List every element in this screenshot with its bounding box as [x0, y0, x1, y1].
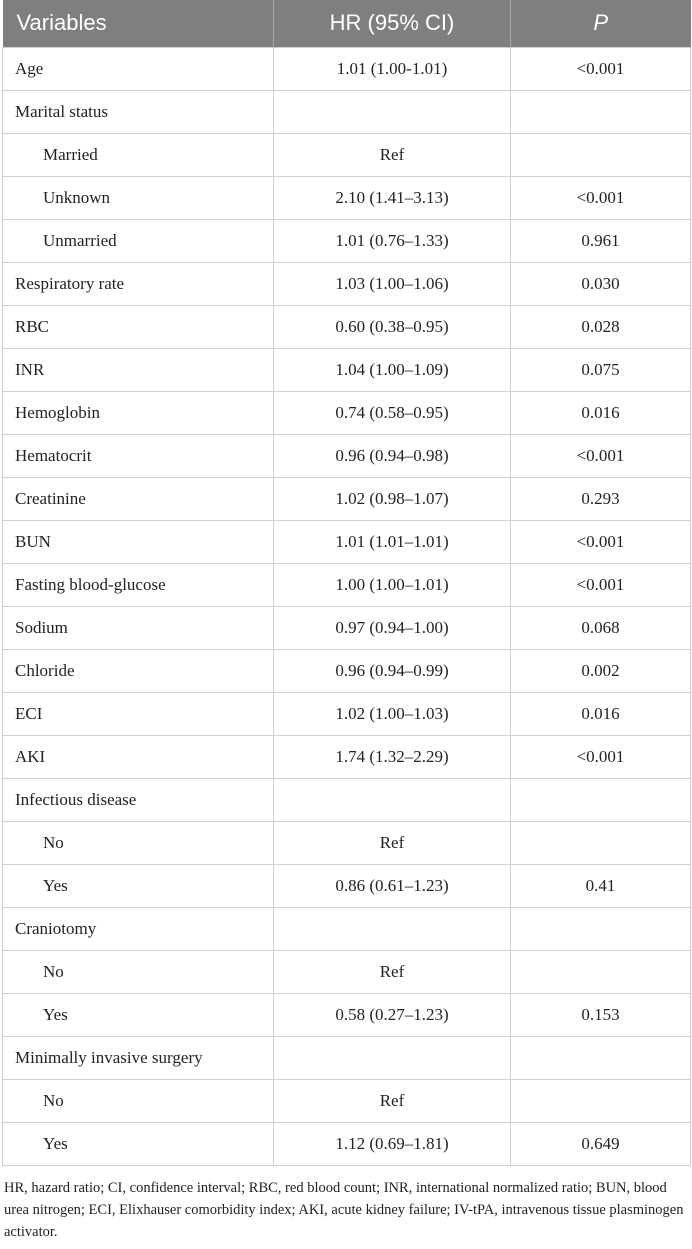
table-row: [3, 606, 691, 649]
variable-cell: Minimally invasive surgery: [3, 1036, 274, 1079]
table-row: [3, 219, 691, 262]
hazard-ratio-table: [2, 0, 691, 1166]
p-cell: 0.293: [511, 477, 691, 520]
hr-cell: [274, 778, 511, 821]
variable-cell: Unmarried: [3, 219, 274, 262]
table-row: [3, 305, 691, 348]
variable-cell: Yes: [3, 1122, 274, 1165]
variable-cell: RBC: [3, 305, 274, 348]
table-row: [3, 1036, 691, 1079]
hr-cell: 1.03 (1.00–1.06): [274, 262, 511, 305]
table-row: [3, 262, 691, 305]
variable-cell: AKI: [3, 735, 274, 778]
table-row: [3, 735, 691, 778]
table-row: [3, 391, 691, 434]
p-cell: 0.002: [511, 649, 691, 692]
p-cell: 0.153: [511, 993, 691, 1036]
hr-cell: 1.01 (0.76–1.33): [274, 219, 511, 262]
hr-cell: 1.01 (1.00-1.01): [274, 47, 511, 90]
variable-cell: Respiratory rate: [3, 262, 274, 305]
hr-cell: [274, 907, 511, 950]
variable-cell: Chloride: [3, 649, 274, 692]
p-cell: [511, 1079, 691, 1122]
variable-cell: Infectious disease: [3, 778, 274, 821]
p-cell: 0.41: [511, 864, 691, 907]
table-row: [3, 176, 691, 219]
p-cell: [511, 950, 691, 993]
variable-cell: Sodium: [3, 606, 274, 649]
table-footnote: HR, hazard ratio; CI, confidence interval; RBC, red blood count; INR, international normalized ratio; BUN, blood urea nitrogen; ECI, Elixhauser comorbidity index; AKI, acute kidney failure; IV-tPA, intravenous tissue plasminogen activator.: [4, 1180, 684, 1240]
p-cell: <0.001: [511, 47, 691, 90]
hr-cell: [274, 1036, 511, 1079]
p-cell: 0.028: [511, 305, 691, 348]
variable-cell: ECI: [3, 692, 274, 735]
p-cell: <0.001: [511, 176, 691, 219]
variable-cell: Fasting blood-glucose: [3, 563, 274, 606]
table-row: [3, 907, 691, 950]
hr-cell: 1.02 (0.98–1.07): [274, 477, 511, 520]
table-row: [3, 133, 691, 176]
table-row: [3, 1079, 691, 1122]
hr-cell: Ref: [274, 950, 511, 993]
variable-cell: Age: [3, 47, 274, 90]
p-cell: 0.016: [511, 391, 691, 434]
p-cell: <0.001: [511, 520, 691, 563]
hr-cell: 0.96 (0.94–0.99): [274, 649, 511, 692]
hr-cell: 1.01 (1.01–1.01): [274, 520, 511, 563]
table-row: [3, 47, 691, 90]
p-cell: 0.030: [511, 262, 691, 305]
table-row: [3, 520, 691, 563]
header-row: [3, 0, 691, 47]
p-cell: [511, 90, 691, 133]
p-cell: 0.016: [511, 692, 691, 735]
table-row: [3, 950, 691, 993]
variables-column-header: Variables: [3, 0, 274, 47]
table-header: [3, 0, 691, 47]
hr-cell: 0.86 (0.61–1.23): [274, 864, 511, 907]
p-cell: [511, 821, 691, 864]
variable-cell: INR: [3, 348, 274, 391]
variable-cell: Unknown: [3, 176, 274, 219]
hr-cell: 1.04 (1.00–1.09): [274, 348, 511, 391]
table-row: [3, 649, 691, 692]
table-row: [3, 993, 691, 1036]
p-cell: <0.001: [511, 735, 691, 778]
table-row: [3, 692, 691, 735]
p-cell: [511, 133, 691, 176]
table-row: [3, 864, 691, 907]
table-row: [3, 1122, 691, 1165]
variable-cell: Creatinine: [3, 477, 274, 520]
hr-cell: 0.96 (0.94–0.98): [274, 434, 511, 477]
hr-cell: 2.10 (1.41–3.13): [274, 176, 511, 219]
hr-cell: 1.00 (1.00–1.01): [274, 563, 511, 606]
hr-cell: 0.58 (0.27–1.23): [274, 993, 511, 1036]
hr-cell: 0.60 (0.38–0.95): [274, 305, 511, 348]
p-cell: 0.068: [511, 606, 691, 649]
table-row: [3, 348, 691, 391]
variable-cell: Marital status: [3, 90, 274, 133]
variable-cell: Hematocrit: [3, 434, 274, 477]
hr-cell: Ref: [274, 821, 511, 864]
table-row: [3, 477, 691, 520]
hr-cell: 1.74 (1.32–2.29): [274, 735, 511, 778]
p-column-header: P: [593, 10, 609, 36]
p-cell: 0.961: [511, 219, 691, 262]
hr-cell: 0.97 (0.94–1.00): [274, 606, 511, 649]
variable-cell: Yes: [3, 864, 274, 907]
hr-cell: 0.74 (0.58–0.95): [274, 391, 511, 434]
variable-cell: Yes: [3, 993, 274, 1036]
p-cell: 0.649: [511, 1122, 691, 1165]
table-row: [3, 90, 691, 133]
table-row: [3, 821, 691, 864]
hr-cell: 1.02 (1.00–1.03): [274, 692, 511, 735]
variable-cell: BUN: [3, 520, 274, 563]
table-row: [3, 434, 691, 477]
table-body: [3, 47, 691, 1165]
hr-column-header: HR (95% CI): [274, 0, 511, 47]
variable-cell: No: [3, 1079, 274, 1122]
variable-cell: Married: [3, 133, 274, 176]
p-cell: <0.001: [511, 434, 691, 477]
p-cell: [511, 1036, 691, 1079]
p-cell: 0.075: [511, 348, 691, 391]
variable-cell: Hemoglobin: [3, 391, 274, 434]
p-cell: [511, 778, 691, 821]
hr-cell: Ref: [274, 1079, 511, 1122]
variable-cell: No: [3, 821, 274, 864]
p-cell: [511, 907, 691, 950]
p-cell: <0.001: [511, 563, 691, 606]
variable-cell: Craniotomy: [3, 907, 274, 950]
variable-cell: No: [3, 950, 274, 993]
hr-cell: Ref: [274, 133, 511, 176]
results-table-container: [2, 0, 690, 1166]
table-row: [3, 563, 691, 606]
hr-cell: 1.12 (0.69–1.81): [274, 1122, 511, 1165]
hr-cell: [274, 90, 511, 133]
table-row: [3, 778, 691, 821]
